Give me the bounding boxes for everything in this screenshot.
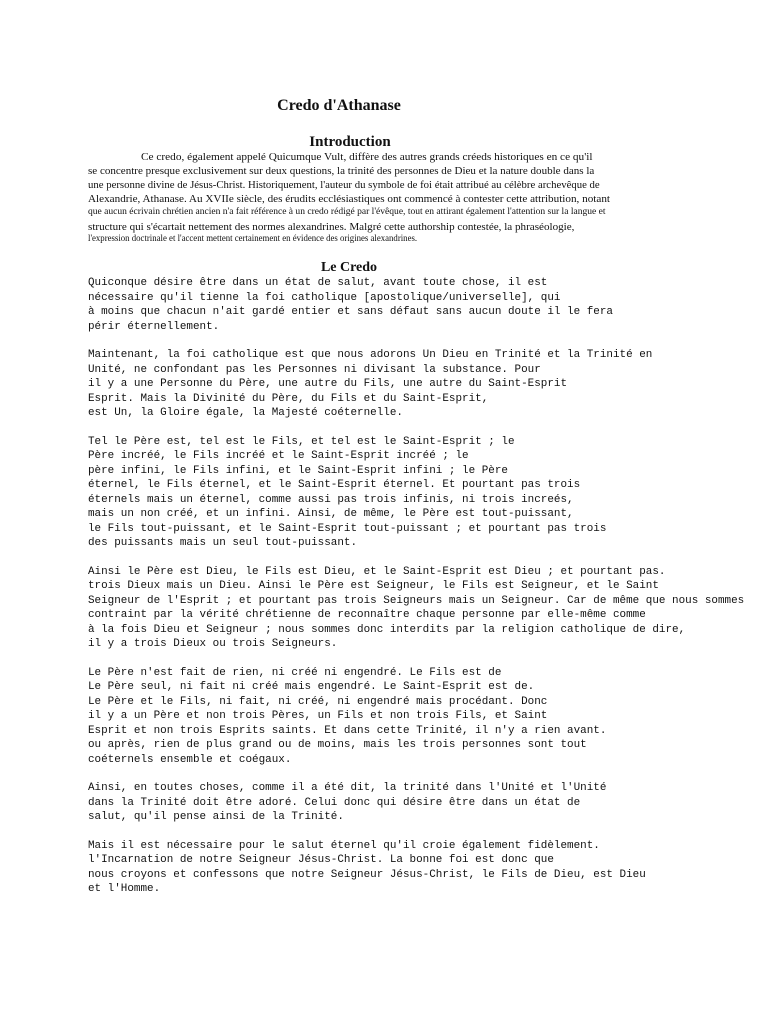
credo-paragraph (88, 348, 768, 421)
credo-line: il y a trois Dieux ou trois Seigneurs. (88, 638, 338, 650)
credo-line: ou après, rien de plus grand ou de moins, mais les trois personnes sont tout (88, 739, 587, 751)
credo-line: éternels mais un éternel, comme aussi pas trois infinis, ni trois increés, (88, 493, 574, 506)
credo-line: périr éternellement. (88, 320, 220, 333)
credo-line: mais un non créé, et un infini. Ainsi, de même, le Père est tout-puissant, (88, 508, 574, 520)
credo-paragraph (88, 435, 768, 551)
credo-line: père infini, le Fils infini, et le Saint-Esprit infini ; le Père (88, 464, 508, 477)
credo-paragraph (88, 276, 768, 334)
credo-line: dans la Trinité doit être adoré. Celui donc qui désire être dans un état de (88, 796, 581, 809)
intro-line: structure qui s'écartait nettement des normes alexandrines. Malgré cette authorship contestée, la phraséologie, (88, 221, 575, 233)
document-title: Credo d'Athanase (277, 97, 401, 114)
credo-line: des puissants mais un seul tout-puissant. (88, 537, 358, 549)
credo-line: Seigneur de l'Esprit ; et pourtant pas trois Seigneurs mais un Seigneur. Car de même que nous sommes (88, 594, 745, 607)
credo-line: trois Dieux mais un Dieu. Ainsi le Père est Seigneur, le Fils est Seigneur, et le Saint (88, 580, 659, 592)
credo-line: il y a un Père et non trois Pères, un Fils et non trois Fils, et Saint (88, 710, 548, 722)
credo-line: contraint par la vérité chrétienne de reconnaître chaque personne par elle-même comme (88, 609, 646, 621)
intro-line: l'expression doctrinale et l'accent mettent certainement en évidence des origines alexandrines. (88, 234, 418, 244)
intro-line: que aucun écrivain chrétien ancien n'a fait référence à un credo rédigé par l'évêque, tout en attirant également l'attention sur la langue et (88, 207, 606, 217)
credo-line: salut, qu'il pense ainsi de la Trinité. (88, 811, 344, 823)
credo-line: l'Incarnation de notre Seigneur Jésus-Christ. La bonne foi est donc que (88, 854, 554, 866)
credo-line: Tel le Père est, tel est le Fils, et tel est le Saint-Esprit ; le (88, 435, 515, 448)
introduction-heading: Introduction (309, 134, 391, 150)
credo-line: nécessaire qu'il tienne la foi catholique [apostolique/universelle], qui (88, 291, 561, 304)
credo-line: Ainsi, en toutes choses, comme il a été dit, la trinité dans l'Unité et l'Unité (88, 782, 607, 794)
credo-body (88, 276, 768, 911)
intro-line: Alexandrie, Athanase. Au XVIIe siècle, des érudits ecclésiastiques ont commencé à contester cette attribution, notant (88, 193, 610, 205)
credo-paragraph (88, 666, 768, 768)
credo-line: coéternels ensemble et coégaux. (88, 753, 292, 766)
credo-line: Unité, ne confondant pas les Personnes ni divisant la substance. Pour (88, 363, 541, 376)
intro-line: se concentre presque exclusivement sur deux questions, la trinité des personnes de Dieu et la nature double dans la (88, 165, 595, 177)
credo-line: à moins que chacun n'ait gardé entier et sans défaut sans aucun doute il le fera (88, 306, 613, 318)
credo-line: il y a une Personne du Père, une autre du Fils, une autre du Saint-Esprit (88, 378, 568, 390)
credo-line: éternel, le Fils éternel, et le Saint-Esprit éternel. Et pourtant pas trois (88, 479, 581, 491)
credo-line: Ainsi le Père est Dieu, le Fils est Dieu, et le Saint-Esprit est Dieu ; et pourtant pas. (88, 565, 666, 578)
credo-paragraph (88, 839, 768, 897)
intro-line: une personne divine de Jésus-Christ. Historiquement, l'auteur du symbole de foi était attribué au célèbre archevêque de (88, 179, 600, 191)
credo-paragraph (88, 565, 768, 652)
credo-line: Maintenant, la foi catholique est que nous adorons Un Dieu en Trinité et la Trinité en (88, 349, 653, 361)
credo-line: à la fois Dieu et Seigneur ; nous sommes donc interdits par la religion catholique de dire, (88, 623, 686, 636)
credo-line: Esprit. Mais la Divinité du Père, du Fils et du Saint-Esprit, (88, 392, 489, 405)
credo-heading: Le Credo (320, 260, 378, 275)
credo-paragraph (88, 781, 768, 825)
credo-line: Père incréé, le Fils incréé et le Saint-Esprit incréé ; le (88, 450, 469, 462)
credo-line: Mais il est nécessaire pour le salut éternel qu'il croie également fidèlement. (88, 839, 600, 852)
credo-line: Esprit et non trois Esprits saints. Et dans cette Trinité, il n'y a rien avant. (88, 724, 607, 737)
credo-line: le Fils tout-puissant, et le Saint-Esprit tout-puissant ; et pourtant pas trois (88, 522, 607, 535)
credo-line: est Un, la Gloire égale, la Majesté coéternelle. (88, 407, 403, 419)
intro-line: Ce credo, également appelé Quicumque Vult, diffère des autres grands créeds historiques en ce qu'il (141, 151, 593, 163)
credo-line: Quiconque désire être dans un état de salut, avant toute chose, il est (88, 277, 548, 289)
credo-line: nous croyons et confessons que notre Seigneur Jésus-Christ, le Fils de Dieu, est Dieu (88, 868, 646, 881)
credo-line: Le Père seul, ni fait ni créé mais engendré. Le Saint-Esprit est de. (88, 681, 535, 693)
credo-line: et l'Homme. (88, 883, 161, 895)
credo-line: Le Père n'est fait de rien, ni créé ni engendré. Le Fils est de (88, 666, 502, 679)
credo-line: Le Père et le Fils, ni fait, ni créé, ni engendré mais procédant. Donc (88, 695, 548, 708)
